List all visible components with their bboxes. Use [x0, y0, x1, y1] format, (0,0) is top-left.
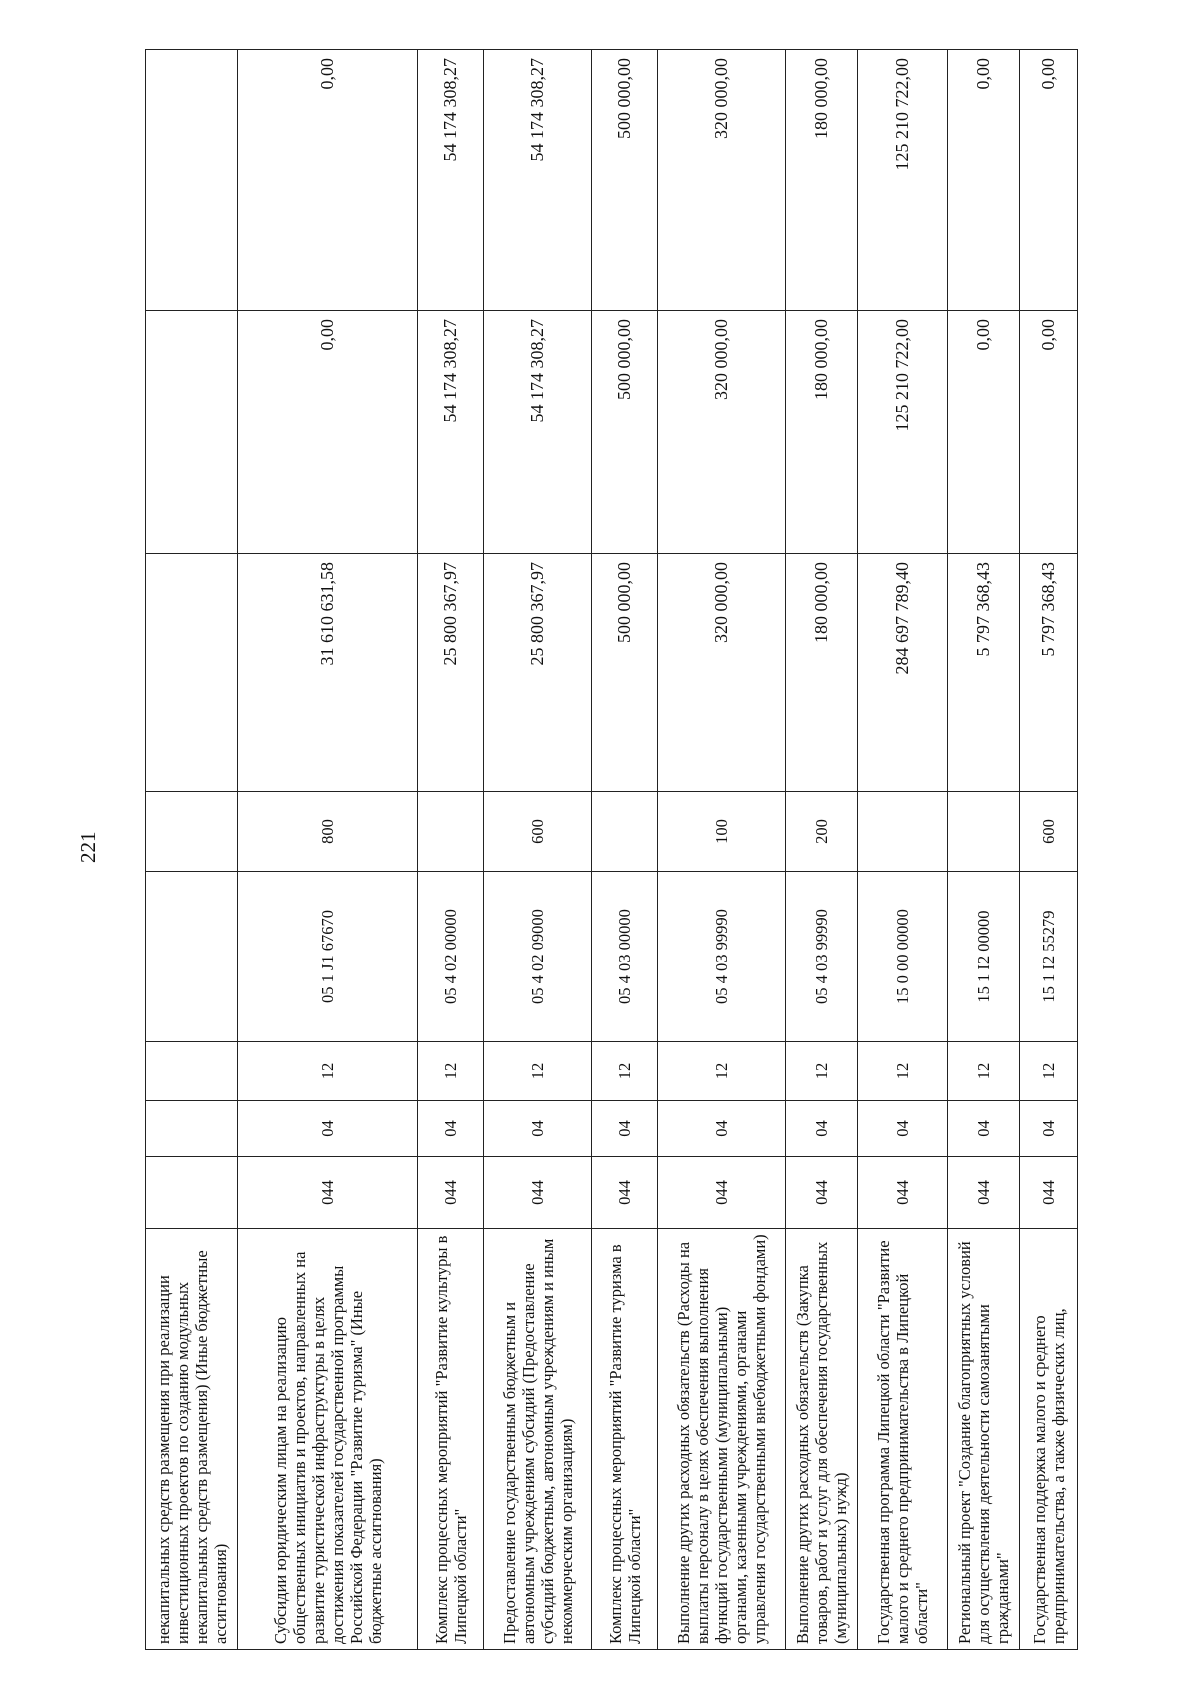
amount-year-2: 54 174 308,27	[484, 311, 592, 554]
target-article-code: 15 1 I2 55279	[1020, 872, 1078, 1042]
amount-year-3: 0,00	[948, 50, 1020, 311]
subsection-code: 12	[948, 1042, 1020, 1101]
row-name: Государственная поддержка малого и среднего предпринимательства, а также физических лиц,	[1020, 1229, 1078, 1650]
grbs-code: 044	[238, 1157, 418, 1229]
amount-year-1: 5 797 368,43	[1020, 554, 1078, 792]
amount-year-2: 0,00	[238, 311, 418, 554]
expense-type-code: 600	[1020, 792, 1078, 872]
row-name: Субсидии юридическим лицам на реализацию общественных инициатив и проектов, направленных на развитие туристической инфраструктуры в целях достижения показателей государственной программы Российской Федерации "Развитие туризма" (Иные бюджетные ассигнования)	[238, 1229, 418, 1650]
amount-year-2: 500 000,00	[592, 311, 658, 554]
amount-year-2: 125 210 722,00	[858, 311, 948, 554]
amount-year-1: 180 000,00	[786, 554, 858, 792]
row-name: Государственная программа Липецкой области "Развитие малого и среднего предпринимательства в Липецкой области"	[858, 1229, 948, 1650]
row-name: Комплекс процессных мероприятий "Развитие туризма в Липецкой области"	[592, 1229, 658, 1650]
rotated-page-content	[145, 50, 1068, 1650]
expense-type-code	[146, 792, 238, 872]
grbs-code: 044	[418, 1157, 484, 1229]
section-code: 04	[786, 1101, 858, 1157]
expense-type-code	[948, 792, 1020, 872]
amount-year-1: 5 797 368,43	[948, 554, 1020, 792]
expense-type-code	[592, 792, 658, 872]
table-row	[658, 50, 786, 1650]
subsection-code: 12	[858, 1042, 948, 1101]
amount-year-3: 320 000,00	[658, 50, 786, 311]
grbs-code	[146, 1157, 238, 1229]
subsection-code: 12	[1020, 1042, 1078, 1101]
amount-year-2: 0,00	[948, 311, 1020, 554]
table-row	[418, 50, 484, 1650]
amount-year-3: 0,00	[1020, 50, 1078, 311]
expense-type-code: 600	[484, 792, 592, 872]
target-article-code: 05 4 02 09000	[484, 872, 592, 1042]
amount-year-2: 180 000,00	[786, 311, 858, 554]
subsection-code: 12	[238, 1042, 418, 1101]
grbs-code: 044	[484, 1157, 592, 1229]
amount-year-3: 125 210 722,00	[858, 50, 948, 311]
table-row	[1020, 50, 1078, 1650]
row-name: Комплекс процессных мероприятий "Развитие культуры в Липецкой области"	[418, 1229, 484, 1650]
subsection-code: 12	[786, 1042, 858, 1101]
section-code	[146, 1101, 238, 1157]
grbs-code: 044	[948, 1157, 1020, 1229]
subsection-code: 12	[658, 1042, 786, 1101]
amount-year-3	[146, 50, 238, 311]
target-article-code	[146, 872, 238, 1042]
expense-type-code: 200	[786, 792, 858, 872]
amount-year-3: 54 174 308,27	[418, 50, 484, 311]
target-article-code: 15 0 00 00000	[858, 872, 948, 1042]
target-article-code: 05 4 02 00000	[418, 872, 484, 1042]
section-code: 04	[484, 1101, 592, 1157]
section-code: 04	[418, 1101, 484, 1157]
amount-year-1: 500 000,00	[592, 554, 658, 792]
target-article-code: 15 1 I2 00000	[948, 872, 1020, 1042]
section-code: 04	[1020, 1101, 1078, 1157]
expense-type-code: 100	[658, 792, 786, 872]
section-code: 04	[658, 1101, 786, 1157]
table-row	[858, 50, 948, 1650]
target-article-code: 05 4 03 99990	[786, 872, 858, 1042]
grbs-code: 044	[858, 1157, 948, 1229]
grbs-code: 044	[592, 1157, 658, 1229]
expense-type-code	[418, 792, 484, 872]
row-name: Выполнение других расходных обязательств (Закупка товаров, работ и услуг для обеспечения государственных (муниципальных) нужд)	[786, 1229, 858, 1650]
amount-year-2	[146, 311, 238, 554]
subsection-code: 12	[592, 1042, 658, 1101]
subsection-code	[146, 1042, 238, 1101]
amount-year-1: 25 800 367,97	[484, 554, 592, 792]
subsection-code: 12	[418, 1042, 484, 1101]
amount-year-3: 180 000,00	[786, 50, 858, 311]
amount-year-1: 320 000,00	[658, 554, 786, 792]
row-name: Предоставление государственным бюджетным и автономным учреждениям субсидий (Предоставление субсидий бюджетным, автономным учреждениям и иным некоммерческим организациям)	[484, 1229, 592, 1650]
expense-type-code: 800	[238, 792, 418, 872]
subsection-code: 12	[484, 1042, 592, 1101]
table-row	[786, 50, 858, 1650]
table-row	[592, 50, 658, 1650]
section-code: 04	[948, 1101, 1020, 1157]
target-article-code: 05 1 J1 67670	[238, 872, 418, 1042]
grbs-code: 044	[658, 1157, 786, 1229]
target-article-code: 05 4 03 00000	[592, 872, 658, 1042]
section-code: 04	[238, 1101, 418, 1157]
budget-table	[145, 49, 1078, 1650]
amount-year-3: 54 174 308,27	[484, 50, 592, 311]
row-name: Региональный проект "Создание благоприятных условий для осуществления деятельности самозанятыми гражданами"	[948, 1229, 1020, 1650]
table-row	[238, 50, 418, 1650]
page-number: 221	[76, 831, 100, 863]
row-name: Выполнение других расходных обязательств (Расходы на выплаты персоналу в целях обеспечения выполнения функций государственными (муниципальными) органами, казенными учреждениями, органами управления государственными внебюджетными фондами)	[658, 1229, 786, 1650]
amount-year-2: 0,00	[1020, 311, 1078, 554]
amount-year-3: 0,00	[238, 50, 418, 311]
expense-type-code	[858, 792, 948, 872]
amount-year-1: 25 800 367,97	[418, 554, 484, 792]
row-name: некапитальных средств размещения при реализации инвестиционных проектов по созданию модульных некапитальных средств размещения) (Иные бюджетные ассигнования)	[146, 1229, 238, 1650]
table-row	[948, 50, 1020, 1650]
amount-year-1: 284 697 789,40	[858, 554, 948, 792]
grbs-code: 044	[1020, 1157, 1078, 1229]
amount-year-2: 320 000,00	[658, 311, 786, 554]
amount-year-2: 54 174 308,27	[418, 311, 484, 554]
amount-year-3: 500 000,00	[592, 50, 658, 311]
amount-year-1: 31 610 631,58	[238, 554, 418, 792]
table-row	[146, 50, 238, 1650]
section-code: 04	[592, 1101, 658, 1157]
target-article-code: 05 4 03 99990	[658, 872, 786, 1042]
grbs-code: 044	[786, 1157, 858, 1229]
table-row	[484, 50, 592, 1650]
section-code: 04	[858, 1101, 948, 1157]
amount-year-1	[146, 554, 238, 792]
